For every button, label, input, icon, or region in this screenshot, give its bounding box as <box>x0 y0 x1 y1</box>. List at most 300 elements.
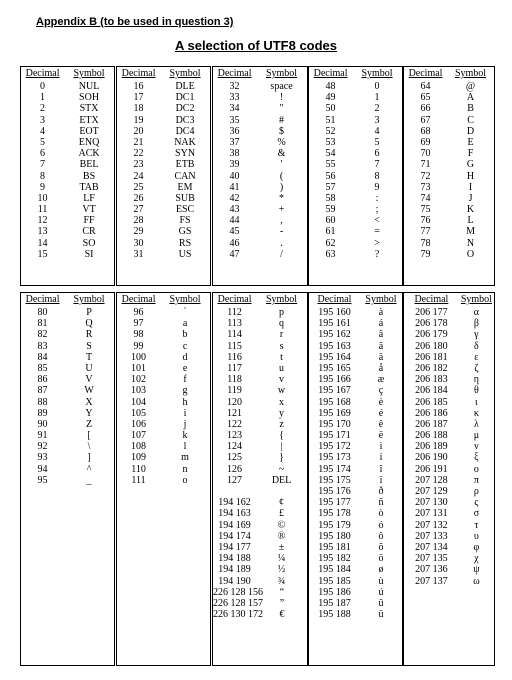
decimal-cell: 59 <box>325 204 336 216</box>
table-row <box>21 352 114 363</box>
decimal-cell: 125 <box>227 452 243 464</box>
symbol-cell: _ <box>86 474 92 486</box>
table-row <box>213 215 307 226</box>
symbol-cell: w <box>277 385 286 397</box>
decimal-cell: 15 <box>37 248 48 260</box>
symbol-cell: J <box>468 192 473 204</box>
decimal-cell: 85 <box>37 362 48 374</box>
table-row <box>309 137 402 148</box>
table-row <box>117 475 210 486</box>
decimal-cell: 72 <box>420 170 431 182</box>
decimal-cell: 27 <box>133 204 144 216</box>
table-row <box>309 408 402 419</box>
symbol-cell: π <box>473 474 479 486</box>
symbol-cell: " <box>279 103 284 115</box>
symbol-cell: ο <box>473 463 479 475</box>
symbol-cell: NUL <box>78 81 100 92</box>
code-table-4 <box>308 66 403 286</box>
symbol-cell: + <box>278 204 285 216</box>
decimal-cell: 206 187 <box>415 418 448 430</box>
decimal-cell: 28 <box>133 215 144 227</box>
table-row <box>21 92 114 103</box>
header-symbol: Symbol <box>73 294 105 305</box>
code-table-9 <box>308 292 403 666</box>
symbol-cell: SYN <box>175 148 196 160</box>
decimal-cell: 207 128 <box>415 474 448 486</box>
symbol-cell: ã <box>378 340 384 352</box>
decimal-cell: 63 <box>325 248 336 260</box>
table-row <box>21 385 114 396</box>
symbol-cell: U <box>85 362 93 374</box>
table-row <box>117 374 210 385</box>
symbol-cell: k <box>182 430 188 442</box>
decimal-cell: 56 <box>325 170 336 182</box>
symbol-cell: D <box>466 125 475 137</box>
table-row <box>117 363 210 374</box>
symbol-cell: l <box>183 441 187 453</box>
symbol-cell: € <box>279 609 285 621</box>
symbol-cell: ä <box>378 351 384 363</box>
symbol-cell: CR <box>82 226 96 238</box>
table-row <box>213 115 307 126</box>
table-row <box>404 520 494 531</box>
symbol-cell: s <box>279 340 284 352</box>
symbol-cell: ς <box>474 497 479 509</box>
table-row <box>213 103 307 114</box>
header-symbol: Symbol <box>169 68 201 79</box>
symbol-cell: ε <box>474 351 479 363</box>
symbol-cell: DC2 <box>175 103 195 115</box>
header-symbol: Symbol <box>73 68 105 79</box>
table-row <box>213 249 307 260</box>
decimal-cell: 195 169 <box>318 407 351 419</box>
decimal-cell: 226 130 172 <box>213 609 263 621</box>
symbol-cell: q <box>279 318 285 330</box>
table-row <box>117 204 210 215</box>
decimal-cell: 194 190 <box>218 575 251 587</box>
decimal-cell: 67 <box>420 114 431 126</box>
symbol-cell: î <box>379 463 383 475</box>
decimal-cell: 104 <box>131 396 147 408</box>
symbol-cell: ” <box>279 597 285 609</box>
decimal-cell: 81 <box>37 318 48 330</box>
symbol-cell: - <box>279 226 284 238</box>
decimal-cell: 195 162 <box>318 329 351 341</box>
table-row <box>404 126 494 137</box>
header-decimal: Decimal <box>121 68 156 79</box>
decimal-cell: 117 <box>227 362 242 374</box>
decimal-cell: 226 128 156 <box>213 586 263 598</box>
table-row <box>213 587 307 598</box>
table-row <box>309 204 402 215</box>
table-row <box>404 464 494 475</box>
decimal-cell: 194 174 <box>218 530 251 542</box>
table-row <box>309 520 402 531</box>
decimal-cell: 195 188 <box>318 609 351 621</box>
table-row <box>404 341 494 352</box>
table-row <box>213 419 307 430</box>
table-row <box>117 341 210 352</box>
table-row <box>117 226 210 237</box>
decimal-cell: 51 <box>325 114 336 126</box>
table-row <box>309 385 402 396</box>
symbol-cell: 5 <box>374 136 380 148</box>
decimal-cell: 0 <box>40 81 46 92</box>
symbol-cell: ρ <box>473 486 479 497</box>
decimal-cell: 21 <box>133 136 144 148</box>
decimal-cell: 194 188 <box>218 553 251 565</box>
table-row <box>117 452 210 463</box>
table-row <box>213 609 307 620</box>
table-row <box>117 103 210 114</box>
symbol-cell: 1 <box>374 92 380 104</box>
symbol-cell: = <box>374 226 380 238</box>
decimal-cell: 26 <box>133 192 144 204</box>
table-row <box>309 92 402 103</box>
table-row <box>309 182 402 193</box>
table-row <box>213 363 307 374</box>
symbol-cell: å <box>378 362 384 374</box>
decimal-cell: 73 <box>420 181 431 193</box>
table-row <box>21 193 114 204</box>
symbol-cell: © <box>277 519 286 531</box>
decimal-cell: 96 <box>133 307 144 318</box>
symbol-cell: p <box>279 307 285 318</box>
decimal-cell: 195 173 <box>318 452 351 464</box>
table-row <box>309 341 402 352</box>
table-row <box>404 542 494 553</box>
table-row <box>213 520 307 531</box>
symbol-cell: τ <box>474 519 479 531</box>
table-row <box>213 204 307 215</box>
symbol-cell: ` <box>183 307 187 318</box>
header-decimal: Decimal <box>313 68 348 79</box>
table-row <box>309 475 402 486</box>
decimal-cell: 14 <box>37 237 48 249</box>
header-symbol: Symbol <box>365 294 397 305</box>
table-row <box>117 352 210 363</box>
decimal-cell: 122 <box>227 418 243 430</box>
decimal-cell: 79 <box>420 248 431 260</box>
table-row <box>213 92 307 103</box>
symbol-cell: K <box>466 204 475 216</box>
table-row <box>404 576 494 587</box>
symbol-cell: n <box>182 463 188 475</box>
symbol-cell: ò <box>378 508 384 520</box>
symbol-cell: ^ <box>86 463 92 475</box>
symbol-cell: ( <box>279 170 284 182</box>
table-row <box>21 307 114 318</box>
decimal-cell: 103 <box>131 385 147 397</box>
header-decimal: Decimal <box>121 294 156 305</box>
decimal-cell: 58 <box>325 192 336 204</box>
decimal-cell: 207 135 <box>415 553 448 565</box>
decimal-cell: 195 170 <box>318 418 351 430</box>
table-row <box>404 385 494 396</box>
table-row <box>309 598 402 609</box>
decimal-cell: 206 191 <box>415 463 448 475</box>
decimal-cell: 31 <box>133 248 144 260</box>
decimal-cell: 90 <box>37 418 48 430</box>
decimal-cell: 86 <box>37 374 48 386</box>
table-row <box>309 397 402 408</box>
symbol-cell: * <box>279 192 285 204</box>
table-row <box>404 397 494 408</box>
table-row <box>117 182 210 193</box>
decimal-cell: 29 <box>133 226 144 238</box>
symbol-cell: E <box>467 136 474 148</box>
decimal-cell: 19 <box>133 114 144 126</box>
symbol-cell: ω <box>473 575 480 587</box>
symbol-cell: & <box>277 148 286 160</box>
decimal-cell <box>213 486 256 497</box>
table-row <box>213 542 307 553</box>
symbol-cell: β <box>473 318 479 330</box>
table-row <box>213 126 307 137</box>
symbol-cell: DC1 <box>175 92 195 104</box>
decimal-cell: 32 <box>229 81 240 92</box>
table-row <box>404 475 494 486</box>
symbol-cell: μ <box>473 430 480 442</box>
decimal-cell: 2 <box>40 103 46 115</box>
table-header <box>213 293 307 307</box>
decimal-cell: 102 <box>131 374 147 386</box>
table-row <box>404 508 494 519</box>
symbol-cell: a <box>182 318 188 330</box>
table-row <box>404 103 494 114</box>
table-row <box>309 430 402 441</box>
symbol-cell: t <box>280 351 283 363</box>
symbol-cell: χ <box>474 553 479 565</box>
symbol-cell: NAK <box>174 136 196 148</box>
decimal-cell: 55 <box>325 159 336 171</box>
decimal-cell: 206 188 <box>415 430 448 442</box>
decimal-cell: 206 178 <box>415 318 448 330</box>
symbol-cell: X <box>85 396 93 408</box>
table-row <box>117 148 210 159</box>
symbol-cell: è <box>378 396 384 408</box>
table-row <box>309 564 402 575</box>
table-row <box>213 226 307 237</box>
symbol-cell: P <box>86 307 92 318</box>
table-row <box>213 486 307 497</box>
symbol-cell: @ <box>465 81 476 92</box>
symbol-cell: DC4 <box>175 125 195 137</box>
decimal-cell: 207 137 <box>415 575 448 587</box>
table-row <box>404 193 494 204</box>
symbol-cell: ENQ <box>78 136 100 148</box>
table-row <box>213 193 307 204</box>
symbol-cell: 3 <box>374 114 380 126</box>
symbol-cell: v <box>279 374 285 386</box>
decimal-cell: 195 166 <box>318 374 351 386</box>
table-row <box>21 204 114 215</box>
decimal-cell: 68 <box>420 125 431 137</box>
decimal-cell: 112 <box>227 307 242 318</box>
table-row <box>117 408 210 419</box>
table-row <box>404 159 494 170</box>
table-row <box>21 318 114 329</box>
table-row <box>213 475 307 486</box>
decimal-cell: 206 186 <box>415 407 448 419</box>
symbol-cell: í <box>379 452 383 464</box>
symbol-cell: ESC <box>175 204 195 216</box>
code-table-7 <box>116 292 211 666</box>
decimal-cell: 52 <box>325 125 336 137</box>
decimal-cell: 195 182 <box>318 553 351 565</box>
decimal-cell: 195 187 <box>318 597 351 609</box>
decimal-cell: 23 <box>133 159 144 171</box>
table-row <box>309 553 402 564</box>
decimal-cell: 195 171 <box>318 430 351 442</box>
decimal-cell: 66 <box>420 103 431 115</box>
symbol-cell: õ <box>378 541 384 553</box>
decimal-cell: 195 168 <box>318 396 351 408</box>
symbol-cell: λ <box>473 418 479 430</box>
symbol-cell: ë <box>378 430 384 442</box>
table-row <box>213 508 307 519</box>
table-row <box>213 307 307 318</box>
symbol-cell: ® <box>277 530 286 542</box>
decimal-cell: 195 174 <box>318 463 351 475</box>
table-row <box>117 126 210 137</box>
table-row <box>309 329 402 340</box>
table-row <box>117 171 210 182</box>
decimal-cell: 33 <box>229 92 240 104</box>
decimal-cell: 111 <box>131 474 146 486</box>
table-row <box>309 171 402 182</box>
symbol-cell: Z <box>85 418 93 430</box>
header-decimal: Decimal <box>25 294 60 305</box>
symbol-cell: GS <box>178 226 192 238</box>
table-row <box>117 441 210 452</box>
decimal-cell: 116 <box>227 351 242 363</box>
decimal-cell: 4 <box>40 125 46 137</box>
decimal-cell: 206 182 <box>415 362 448 374</box>
decimal-cell: 47 <box>229 248 240 260</box>
decimal-cell: 36 <box>229 125 240 137</box>
decimal-cell: 123 <box>227 430 243 442</box>
decimal-cell: 22 <box>133 148 144 160</box>
symbol-cell: ~ <box>278 463 285 475</box>
symbol-cell: y <box>279 407 285 419</box>
decimal-cell: 194 177 <box>218 541 251 553</box>
decimal-cell: 195 178 <box>318 508 351 520</box>
table-row <box>309 542 402 553</box>
decimal-cell: 97 <box>133 318 144 330</box>
table-row <box>213 385 307 396</box>
symbol-cell: â <box>378 329 384 341</box>
table-row <box>117 419 210 430</box>
decimal-cell: 12 <box>37 215 48 227</box>
decimal-cell: 95 <box>37 474 48 486</box>
table-row <box>21 329 114 340</box>
decimal-cell: 114 <box>227 329 242 341</box>
decimal-cell: 195 172 <box>318 441 351 453</box>
table-row <box>309 587 402 598</box>
symbol-cell: { <box>279 430 284 442</box>
table-row <box>309 508 402 519</box>
table-row <box>309 318 402 329</box>
decimal-cell: 195 175 <box>318 474 351 486</box>
symbol-cell: 4 <box>374 125 380 137</box>
symbol-cell: S <box>86 340 92 352</box>
symbol-cell: US <box>178 248 192 260</box>
decimal-cell: 194 189 <box>218 564 251 576</box>
table-row <box>404 352 494 363</box>
decimal-cell: 70 <box>420 148 431 160</box>
symbol-cell: F <box>467 148 474 160</box>
table-row <box>404 182 494 193</box>
table-row <box>213 531 307 542</box>
decimal-cell: 194 163 <box>218 508 251 520</box>
decimal-cell: 77 <box>420 226 431 238</box>
table-row <box>404 148 494 159</box>
decimal-cell: 42 <box>229 192 240 204</box>
symbol-cell: η <box>473 374 479 386</box>
decimal-cell: 207 129 <box>415 486 448 497</box>
table-row <box>309 215 402 226</box>
table-row <box>21 159 114 170</box>
table-row <box>21 475 114 486</box>
symbol-cell: # <box>279 114 285 126</box>
table-row <box>404 204 494 215</box>
table-row <box>21 374 114 385</box>
table-row <box>21 441 114 452</box>
table-row <box>404 497 494 508</box>
table-row <box>21 182 114 193</box>
decimal-cell: 35 <box>229 114 240 126</box>
table-row <box>213 182 307 193</box>
symbol-cell: space <box>270 81 293 92</box>
symbol-cell: ù <box>378 575 384 587</box>
symbol-cell: Q <box>85 318 93 330</box>
symbol-cell: f <box>183 374 187 386</box>
symbol-cell: M <box>466 226 475 238</box>
decimal-cell: 115 <box>227 340 242 352</box>
decimal-cell: 18 <box>133 103 144 115</box>
code-table-2 <box>116 66 211 286</box>
decimal-cell: 195 163 <box>318 340 351 352</box>
symbol-cell: ! <box>279 92 284 104</box>
symbol-cell: 6 <box>374 148 380 160</box>
table-row <box>213 137 307 148</box>
table-row <box>21 249 114 260</box>
page-title <box>0 38 512 53</box>
symbol-cell: , <box>280 215 283 227</box>
code-table-5 <box>403 66 495 286</box>
table-row <box>117 92 210 103</box>
symbol-cell: û <box>378 597 384 609</box>
table-row <box>21 103 114 114</box>
table-row <box>213 564 307 575</box>
table-row <box>404 486 494 497</box>
symbol-cell: g <box>182 385 188 397</box>
symbol-cell: z <box>279 418 284 430</box>
symbol-cell: ï <box>379 474 383 486</box>
symbol-cell: : <box>375 192 379 204</box>
symbol-cell: ó <box>378 519 384 531</box>
symbol-cell: LF <box>83 192 95 204</box>
decimal-cell: 226 128 157 <box>213 597 263 609</box>
decimal-cell: 206 185 <box>415 396 448 408</box>
decimal-cell: 44 <box>229 215 240 227</box>
decimal-cell: 57 <box>325 181 336 193</box>
decimal-cell: 69 <box>420 136 431 148</box>
symbol-cell: ) <box>279 181 284 193</box>
decimal-cell: 206 183 <box>415 374 448 386</box>
table-row <box>21 137 114 148</box>
